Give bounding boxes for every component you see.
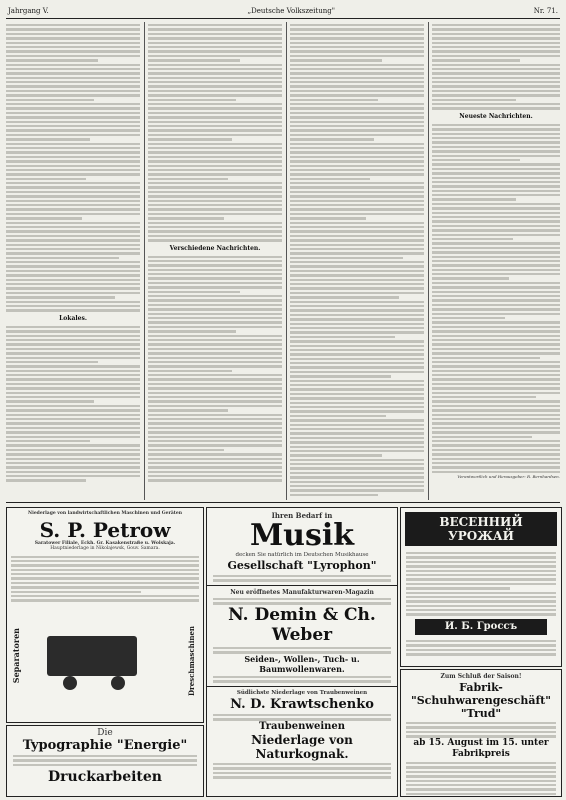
ad-side-separatoren: Separatoren (11, 628, 21, 684)
column-1-text-block-2 (6, 326, 140, 482)
ad-energie-sub: Druckarbeiten (48, 769, 162, 785)
ad-trud-body-2 (401, 760, 561, 797)
ad-trud-body (401, 720, 561, 738)
ad-petrow-sub: Saratower Filiale, Eckh. Gr. Kasakenstraße u. Wolskaja. (34, 540, 176, 546)
column-2-text-block-2 (148, 256, 282, 482)
ad-divider (207, 686, 397, 687)
ad-side-dreschmaschinen: Dreschmaschinen (187, 626, 196, 697)
ad-krawtschenko-name: N. D. Krawtschenko (230, 697, 374, 712)
heading-lokales: Lokales. (59, 314, 87, 322)
ad-krawtschenko-bottom: Niederlage von Naturkognak. (251, 733, 353, 761)
ad-russian (400, 507, 562, 667)
ad-weber-body (207, 596, 397, 605)
ad-krawtschenko-body (207, 712, 397, 721)
ad-petrow-body (7, 554, 203, 602)
ad-russian-body (401, 550, 561, 616)
advertisement-section (6, 502, 560, 797)
column-1-text-block (6, 24, 140, 312)
heading-verschiedene-nachrichten: Verschiedene Nachrichten. (169, 244, 261, 252)
ad-krawtschenko-top: Südlichste Niederlage von Traubenweinen (236, 690, 368, 696)
ad-russian-firm: И. Б. Гроссъ (415, 619, 547, 635)
column-4-text-block-2 (432, 124, 560, 473)
heading-neueste-nachrichten: Neueste Nachrichten. (459, 112, 533, 120)
column-2 (148, 22, 282, 500)
ad-trud (400, 669, 562, 797)
machine-wheel (111, 676, 125, 690)
ad-weber-body-2 (207, 645, 397, 654)
column-3 (290, 22, 424, 500)
page-header (6, 4, 560, 19)
ad-petrow-tagline: Hauptniederlage in Nikolajewsk, Gouv. Samara. (50, 546, 160, 551)
ad-weber-name: N. Demin & Ch. Weber (228, 605, 376, 645)
ad-lyrophon-top: Ihren Bedarf in (271, 511, 333, 520)
ad-weber-top: Neu eröffnetes Manufakturwaren-Magazin (230, 589, 374, 596)
article-columns (6, 22, 560, 500)
ad-energie-prefix: Die (97, 728, 113, 738)
ad-trud-sub: ab 15. August im 15. unter Fabrikpreis (413, 738, 549, 759)
editor-signature: Verantwortlich und Herausgeber: R. Bernhardsen. (457, 474, 560, 480)
ad-krawtschenko-body-2 (207, 761, 397, 779)
ad-energie-body (7, 753, 203, 769)
column-rule (144, 22, 145, 500)
ad-trud-name: Fabrik-"Schuhwarengeschäft" "Trud" (410, 681, 551, 720)
ad-lyrophon-body (207, 573, 397, 582)
ad-petrow-name: S. P. Petrow (39, 517, 171, 542)
column-rule (286, 22, 287, 500)
ad-energie (6, 725, 204, 797)
ad-energie-name: Typographie "Energie" (22, 738, 188, 753)
column-3-text-block (290, 24, 424, 496)
ad-lyrophon-firm: Gesellschaft "Lyrophon" (227, 559, 377, 572)
ad-petrow (6, 507, 204, 723)
column-1 (6, 22, 140, 500)
ad-trud-top: Zum Schluß der Saison! (440, 673, 522, 680)
ad-middle-stack (206, 507, 398, 797)
machine-illustration (47, 636, 137, 676)
machine-wheel (63, 676, 77, 690)
ad-russian-title: ВЕСЕННИЙ УРОЖАЙ (405, 512, 557, 546)
column-rule (428, 22, 429, 500)
ad-weber-sub: Seiden-, Wollen-, Tuch- u. Baumwollenwaren. (244, 654, 360, 674)
ad-lyrophon-title: Musik (249, 518, 355, 553)
column-4-text-block (432, 24, 560, 110)
column-2-text-block (148, 24, 282, 242)
header-volume: Jahrgang V. (8, 7, 49, 15)
ad-russian-body-2 (401, 638, 561, 656)
ad-divider (207, 585, 397, 586)
ad-krawtschenko-mid: Traubenweinen (258, 721, 346, 732)
newspaper-page (6, 4, 560, 796)
header-title: „Deutsche Volkszeitung" (247, 7, 335, 15)
ad-lyrophon-sub: decken Sie natürlich im Deutschen Musikhause (235, 552, 369, 558)
header-issue: Nr. 71. (533, 7, 558, 15)
ad-petrow-top: Niederlage von landwirtschaftlichen Maschinen und Geräten (28, 511, 182, 516)
ad-weber-body-3 (207, 674, 397, 683)
column-4 (432, 22, 560, 500)
